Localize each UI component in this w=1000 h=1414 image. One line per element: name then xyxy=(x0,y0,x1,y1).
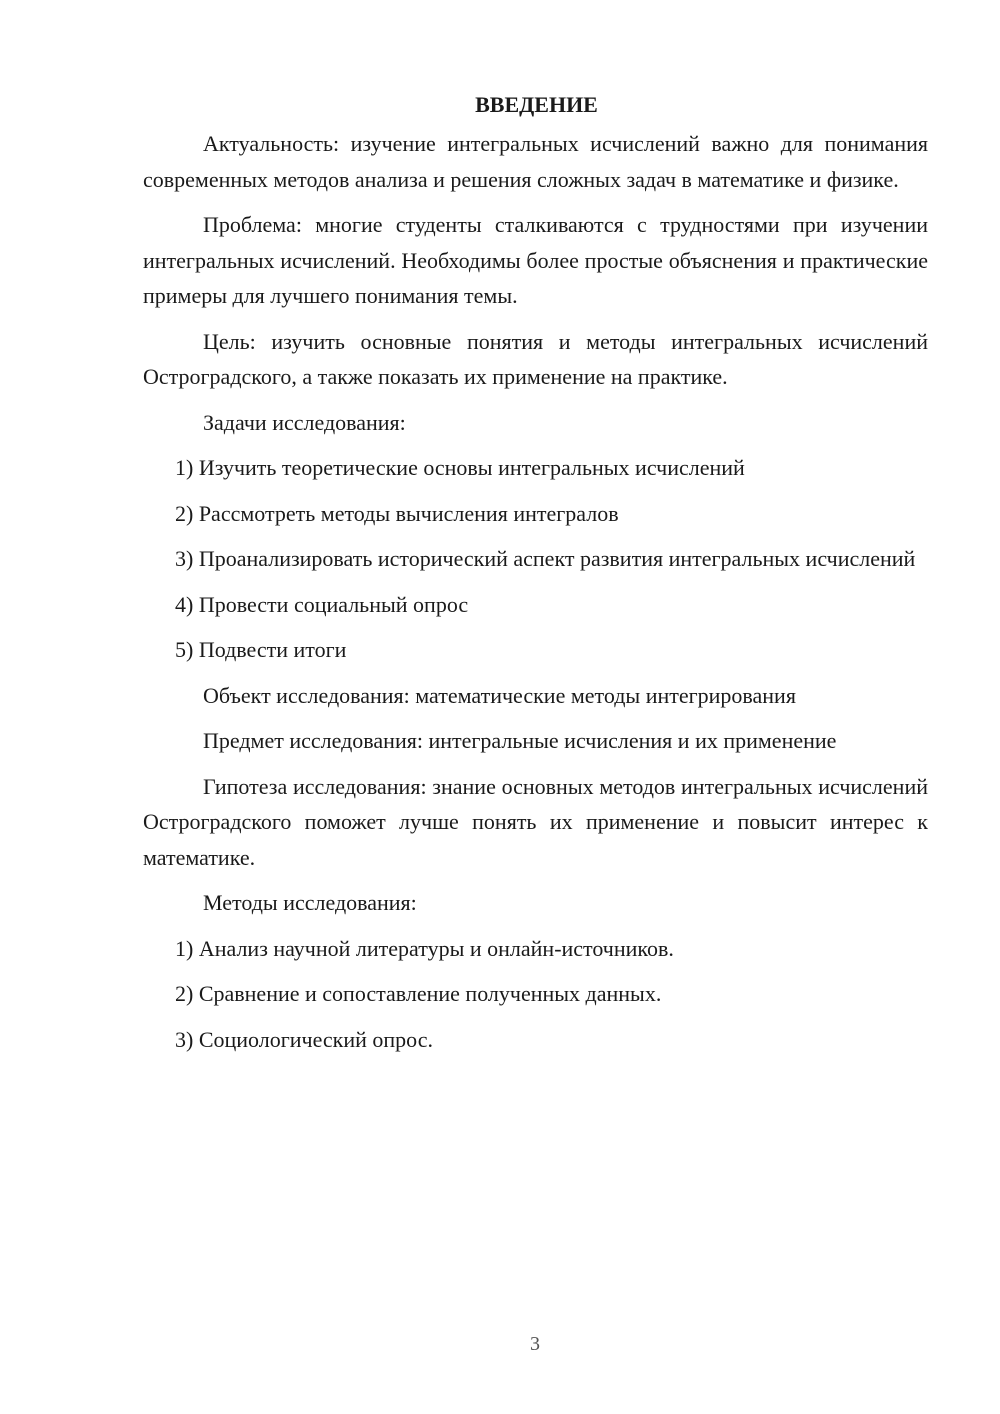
method-item: 2) Сравнение и сопоставление полученных данных. xyxy=(175,981,662,1006)
section-heading: ВВЕДЕНИЕ xyxy=(475,92,598,117)
task-item: 3) Проанализировать исторический аспект развития интегральных исчислений xyxy=(175,546,916,571)
goal-paragraph: Цель: изучить основные понятия и методы интегральных исчислений Остроградского, а также показать их применение на практике. xyxy=(143,328,928,389)
task-item: 4) Провести социальный опрос xyxy=(175,591,469,617)
task-item: 5) Подвести итоги xyxy=(175,637,347,662)
task-item: 1) Изучить теоретические основы интегральных исчислений xyxy=(175,455,745,480)
task-item: 2) Рассмотреть методы вычисления интегралов xyxy=(175,500,619,526)
hypothesis-paragraph: Гипотеза исследования: знание основных методов интегральных исчислений Остроградского поможет лучше понять их применение и повысит интерес к математике. xyxy=(143,773,928,870)
method-item: 3) Социологический опрос. xyxy=(175,1026,433,1052)
problem-paragraph: Проблема: многие студенты сталкиваются с трудностями при изучении интегральных исчислений. Необходимы более простые объяснения и практические примеры для лучшего понимания темы. xyxy=(143,212,928,308)
object-paragraph: Объект исследования: математические методы интегрирования xyxy=(203,682,796,708)
method-item: 1) Анализ научной литературы и онлайн-источников. xyxy=(175,935,674,961)
document-page xyxy=(143,90,928,1067)
relevance-paragraph: Актуальность: изучение интегральных исчислений важно для понимания современных методов анализа и решения сложных задач в математике и физике. xyxy=(143,131,928,192)
page-number: 3 xyxy=(530,1333,540,1355)
tasks-title: Задачи исследования: xyxy=(203,409,406,435)
methods-title: Методы исследования: xyxy=(203,890,417,915)
subject-paragraph: Предмет исследования: интегральные исчисления и их применение xyxy=(203,728,837,753)
